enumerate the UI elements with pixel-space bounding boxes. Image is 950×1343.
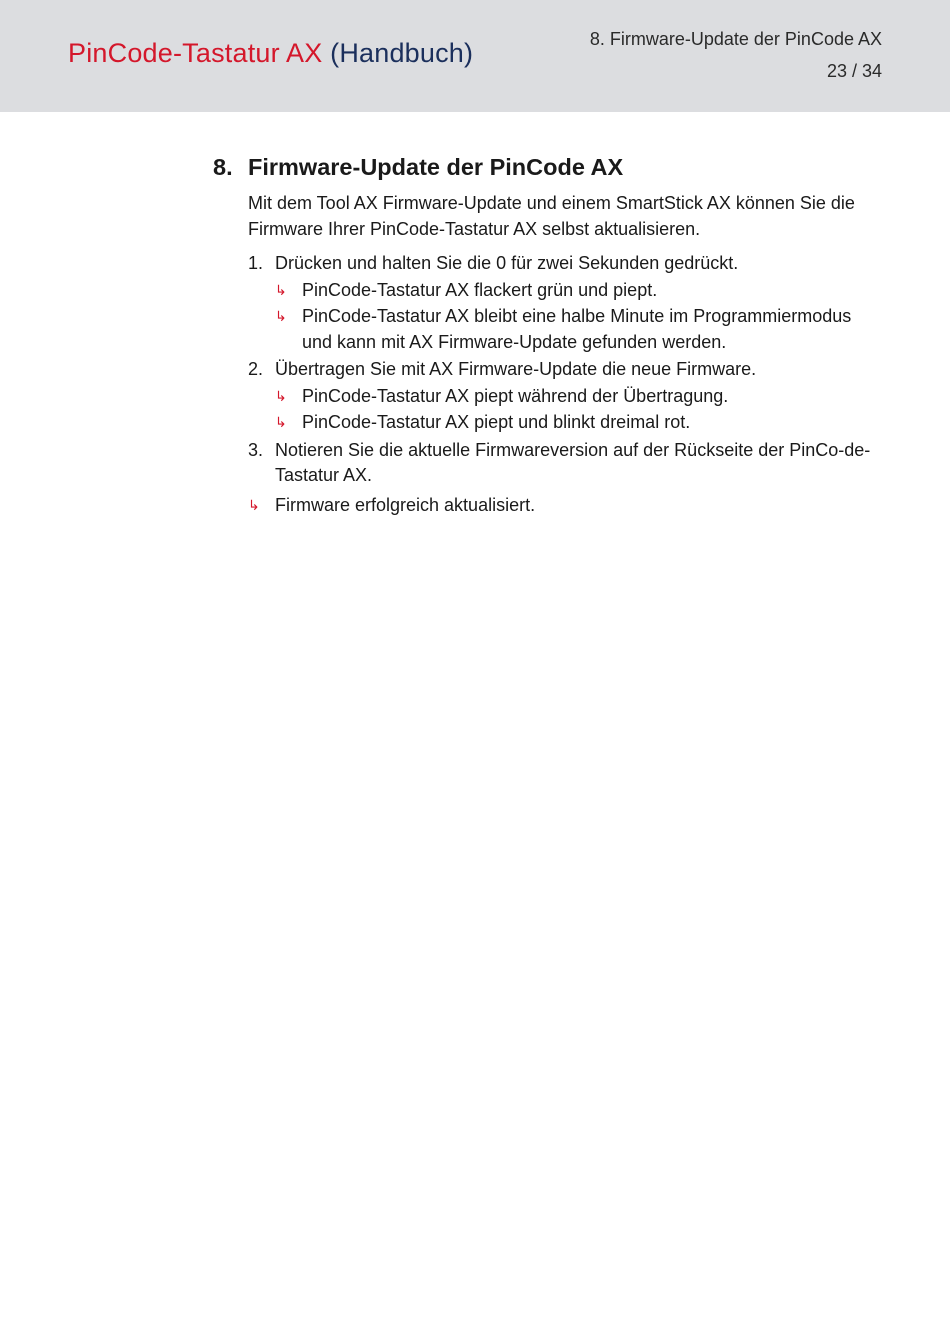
result-text: PinCode-Tastatur AX bleibt eine halbe Minute im Programmiermodus und kann mit AX Firmware-Update gefunden werden. — [302, 306, 852, 352]
section-intro: Mit dem Tool AX Firmware-Update und einem SmartStick AX können Sie die Firmware Ihrer PinCode-Tastatur AX selbst aktualisieren. — [248, 193, 855, 239]
step-result — [275, 410, 873, 436]
step-result — [275, 304, 873, 355]
step-number: 2. — [248, 359, 264, 379]
page-header — [0, 0, 950, 112]
section-title: Firmware-Update der PinCode AX — [248, 154, 624, 180]
running-section-title: 8. Firmware-Update der PinCode AX — [589, 29, 882, 49]
step-list — [248, 251, 873, 489]
page-number: 23 / 34 — [826, 61, 882, 81]
result-text: PinCode-Tastatur AX piept während der Übertragung. — [302, 385, 729, 406]
result-text: PinCode-Tastatur AX flackert grün und piept. — [302, 279, 658, 300]
final-result-text: Firmware erfolgreich aktualisiert. — [275, 494, 536, 515]
document-title-product: PinCode-Tastatur AX — [68, 38, 323, 68]
final-result — [248, 493, 873, 519]
section-heading — [213, 154, 873, 181]
result-arrow-icon: ↳ — [275, 281, 287, 298]
page-content — [213, 154, 873, 518]
result-text: PinCode-Tastatur AX piept und blinkt dreimal rot. — [302, 412, 691, 432]
document-title-type: (Handbuch) — [330, 38, 474, 68]
step-item — [248, 357, 873, 436]
step-number: 1. — [248, 253, 264, 273]
result-arrow-icon: ↳ — [248, 496, 260, 513]
step-text: Notieren Sie die aktuelle Firmwareversion auf der Rückseite der PinCo-de-Tastatur AX. — [275, 439, 871, 485]
step-number: 3. — [248, 439, 264, 460]
result-arrow-icon: ↳ — [275, 414, 287, 430]
step-item — [248, 438, 873, 489]
step-text: Übertragen Sie mit AX Firmware-Update die neue Firmware. — [275, 359, 757, 379]
document-title — [68, 38, 473, 69]
step-text: Drücken und halten Sie die 0 für zwei Sekunden gedrückt. — [275, 253, 739, 273]
result-arrow-icon: ↳ — [275, 387, 287, 404]
section-number: 8. — [213, 154, 233, 180]
step-item — [248, 251, 873, 355]
step-result — [275, 384, 873, 410]
step-result — [275, 278, 873, 304]
result-arrow-icon: ↳ — [275, 308, 287, 324]
